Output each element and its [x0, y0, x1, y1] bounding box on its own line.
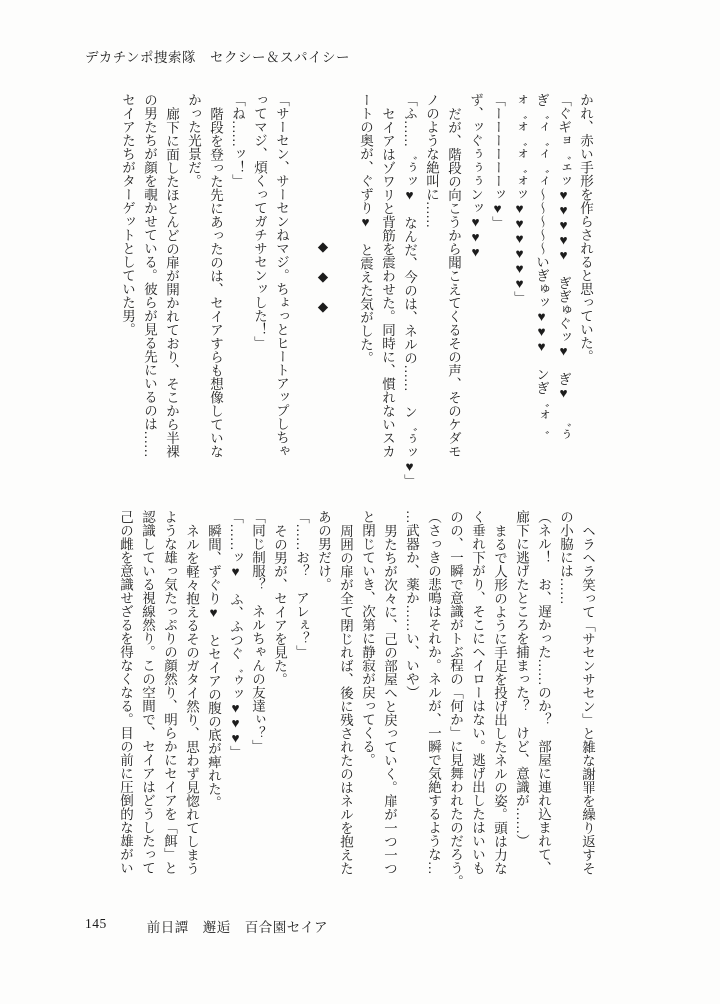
text-column: 「サーセン、サーセンねマジ。ちょっとヒートアップしちゃ [274, 93, 289, 458]
text-column: だが、階段の向こうから聞こえてくるその声、そのケダモ [446, 106, 461, 458]
text-column: 「ーーーーーーッ♥」 [490, 93, 505, 230]
text-column: 「……お？ アレぇ？」 [294, 510, 309, 659]
text-column: 階段を登った先にあったのは、セイアすらも想像していな [208, 106, 223, 458]
text-column: ートの奥が、ぐずり♥ と震えた気がした。 [358, 93, 373, 365]
text-column: ノのような絶叫に…… [424, 93, 439, 228]
text-column: の小脇には…… [558, 510, 573, 605]
text-column: く垂れ下がり、そこにヘイローはない。逃げ出したはいいも [470, 510, 485, 875]
text-column: の男たちが顔を覗かせている。彼らが見る先にいるのは…… [142, 93, 157, 458]
text-column: （ネル！ お、遅かった……のか？ 部屋に連れ込まれて、 [536, 510, 551, 875]
text-column: ォ゛ォ゛ォ゛ォッ♥♥♥♥♥♥」 [512, 93, 527, 305]
text-column: 「同じ制服？ ネルちゃんの友達ぃ？」 [250, 510, 265, 753]
text-column: セイアはゾワリと背筋を震わせた。同時に、慣れないスカ [380, 106, 395, 458]
text-column: 男たちが次々に、己の部屋へと戻っていく。扉が一つ一つ [382, 523, 397, 875]
section-separator: ◆◆◆ [316, 239, 331, 329]
text-column: ネルを軽々抱えるそのガタイ然り、思わず見惚れてしまう [184, 523, 199, 875]
text-column: 認識している視線然り。この空間で、セイアはどうしたって [140, 510, 155, 875]
text-column: かれ、赤い手形を作らされると思っていた。 [578, 93, 593, 363]
text-column: ってマジ、煩くってガチサセンッした！」 [252, 93, 267, 350]
running-header-title: デカチンポ捜索隊 セクシー＆スパイシー [85, 50, 351, 65]
bottom-text-block [114, 510, 598, 912]
text-column: まるで人形のように手足を投げ出したネルの姿。頭は力な [492, 523, 507, 875]
text-column: セイアたちがターゲットとしていた男。 [120, 93, 135, 336]
chapter-title: 前日譚 邂逅 百合園セイア [146, 920, 328, 935]
text-column: 「ぐギョ゛ェッ♥♥♥♥♥ ぎぎゅぐッ♥ ぎ♥ ゛ぅ [556, 93, 571, 441]
text-column: その男が、セイアを見た。 [272, 523, 287, 686]
text-column: かった光景だ。 [186, 93, 201, 188]
text-column: 廊下に逃げたところを捕まった？ けど、意識が……） [514, 510, 529, 848]
top-text-block [116, 93, 596, 495]
text-column: ぎ゛ィ゛ィ゛ィ～～～～～いぎゅッ♥♥♥ ンぎ゛ォ゛ [534, 93, 549, 435]
page-footer [85, 916, 328, 936]
page-number: 145 [85, 916, 107, 931]
text-column: 周囲の扉が全て閉じれば、後に残されたのはネルを抱えた [338, 523, 353, 875]
text-column: と閉じていき、次第に静寂が戻ってくる。 [360, 510, 375, 767]
text-column: のの、一瞬で意識がトぶ程の「何か」に見舞われたのだろう。 [448, 510, 463, 888]
text-column: 瞬間、ずぐり♥ とセイアの腹の底が痺れた。 [206, 523, 221, 809]
text-column: 「……ッ♥ ふ、ふつぐ゛ゥッ♥♥♥」 [228, 510, 243, 759]
text-column: （さっきの悲鳴はそれか。ネルが、一瞬で気絶するような… [426, 510, 441, 875]
text-column: …武器か、薬か……い、いや） [404, 510, 419, 699]
text-column: ような雄っ気たっぷりの顔然り、明らかにセイアを「餌」と [162, 510, 177, 875]
text-column: 「ね……ッ！」 [230, 93, 245, 188]
text-column: 「ふ……゛ぅッ♥ なんだ、今のは、ネルの…… ン゛ぅッ♥」 [402, 93, 417, 488]
text-column: 廊下に面したほとんどの扉が開かれており、そこから半裸 [164, 106, 179, 458]
text-column: ず、ッぐぅぅぅンッ♥♥♥ [468, 93, 483, 260]
text-column: あの男だけ。 [316, 510, 331, 591]
text-column: ヘラヘラ笑って「サセンサセン」と雑な謝罪を繰り返すそ [580, 523, 595, 875]
text-column: 己の雌を意識せざるを得なくなる。目の前に圧倒的な雄がい [118, 510, 133, 875]
